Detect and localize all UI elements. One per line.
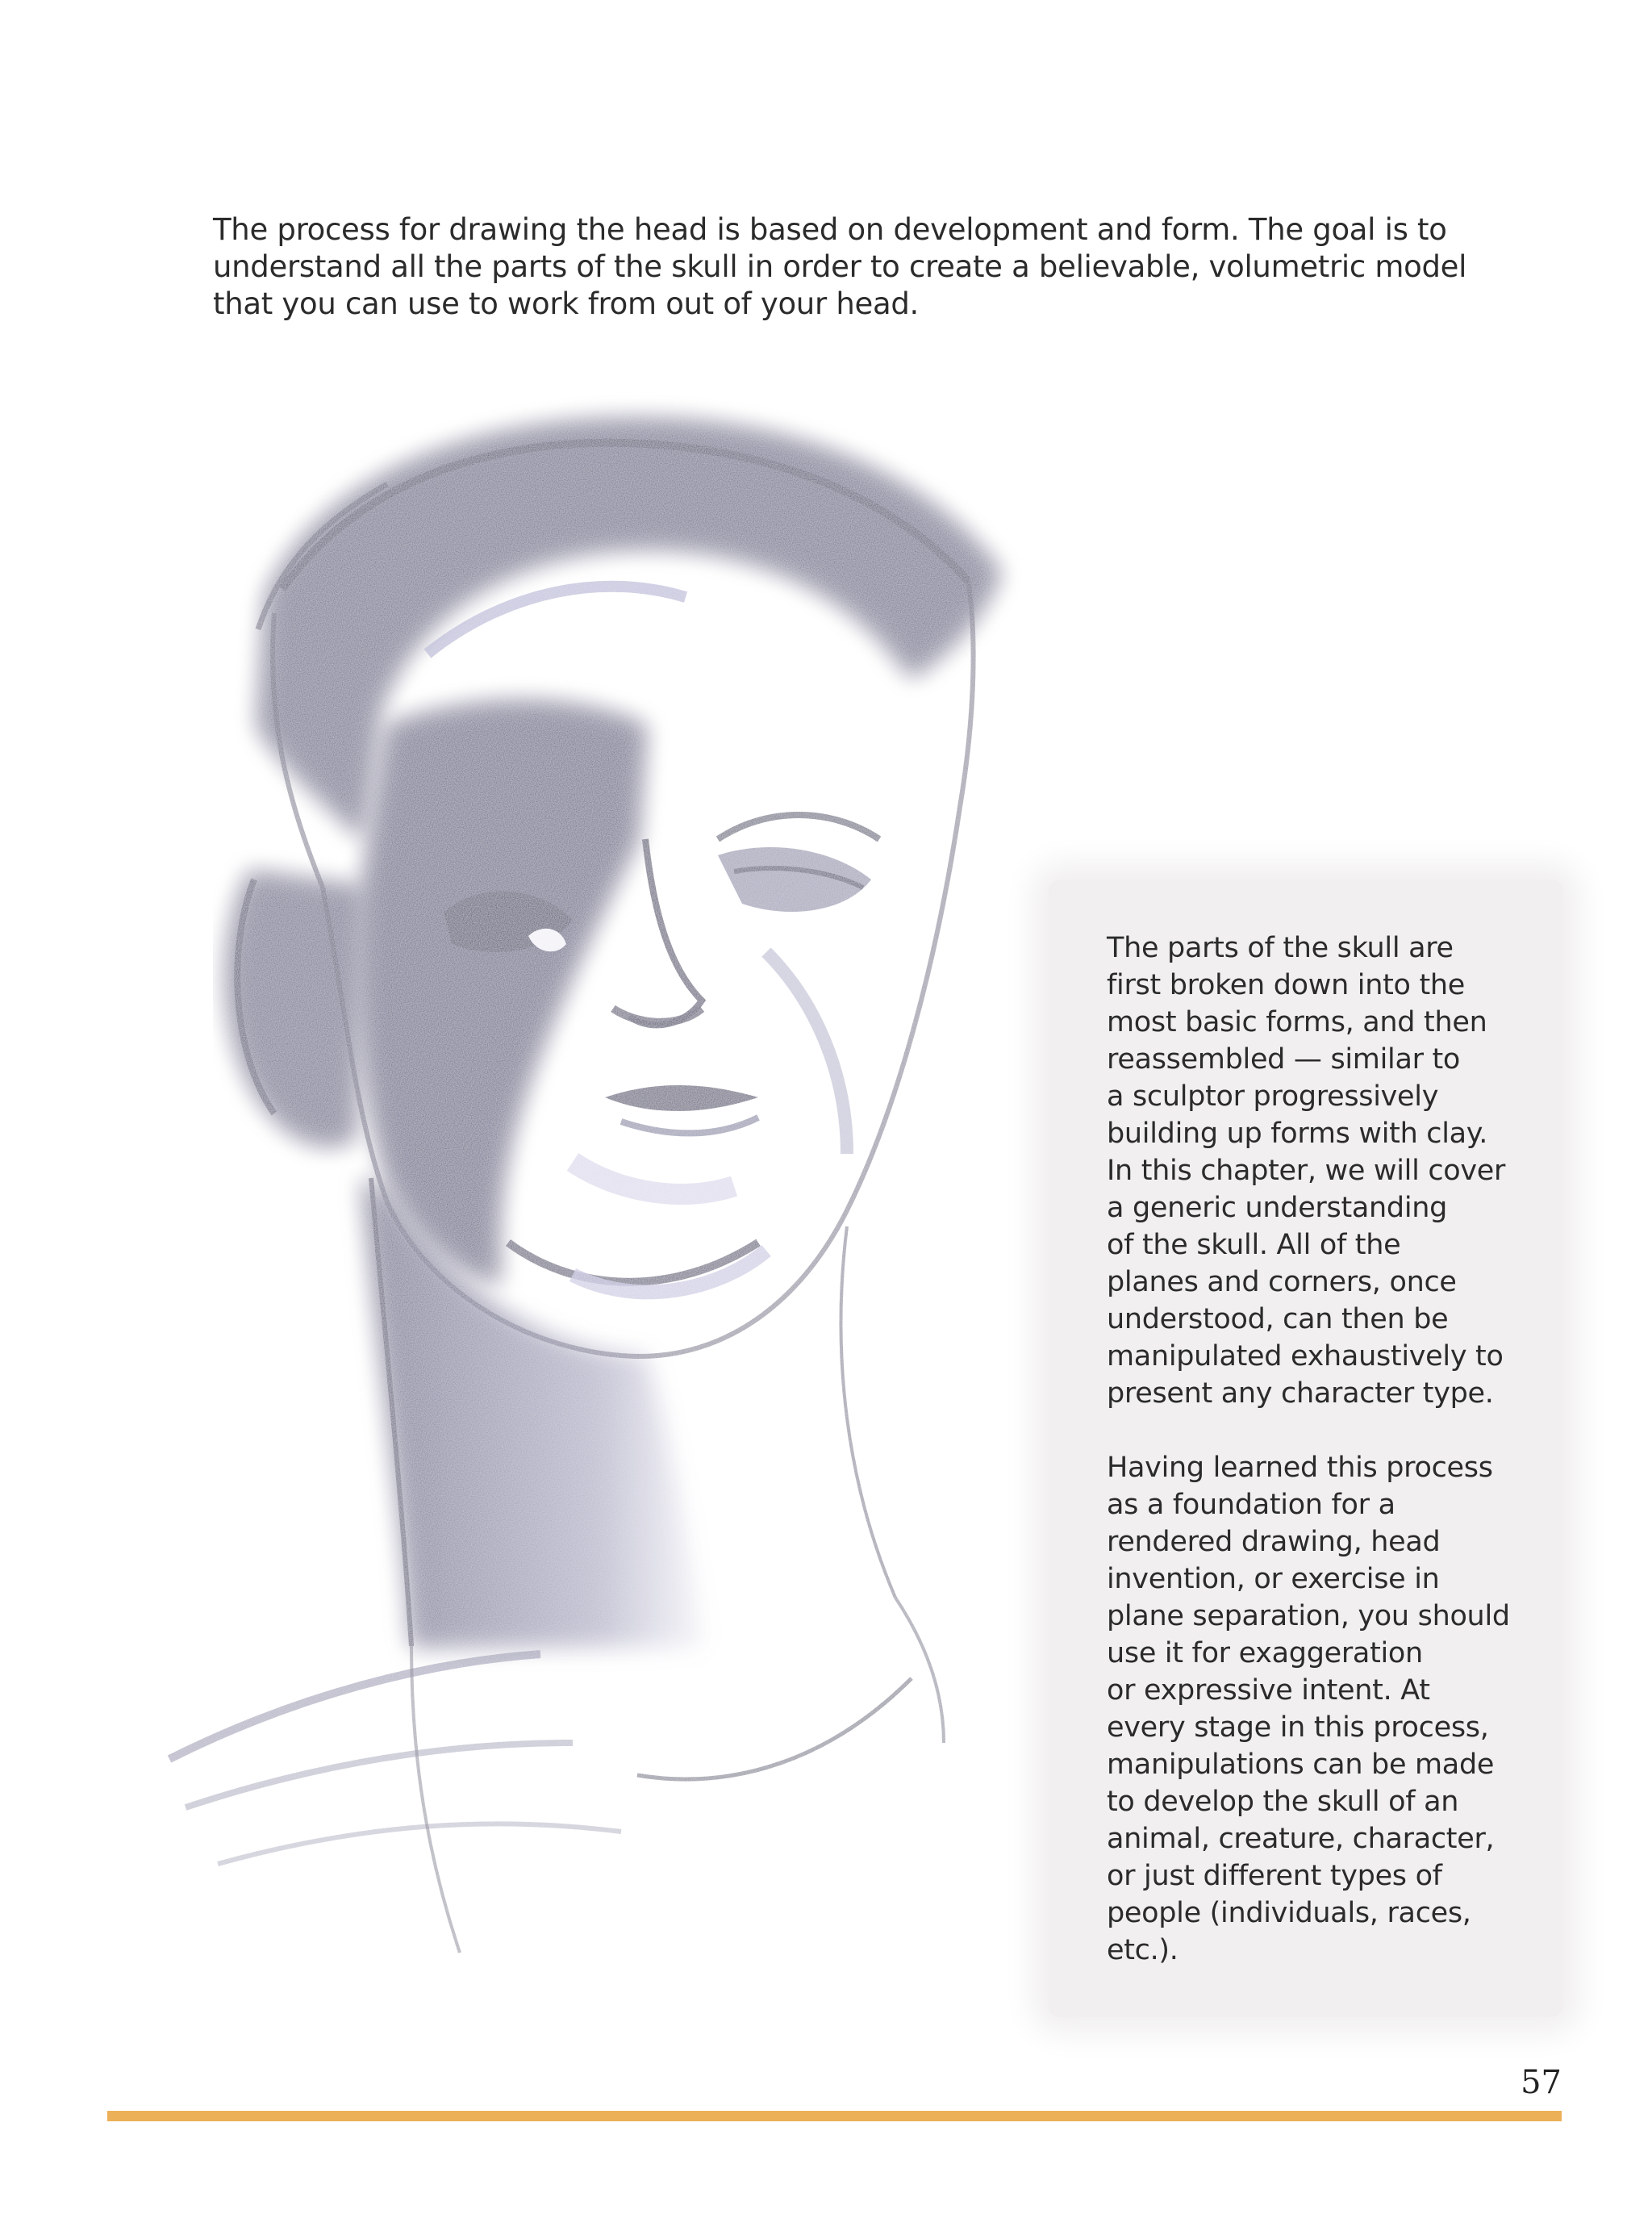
sidebar-text-box [1049, 880, 1563, 2017]
sidebar-paragraph-2: Having learned this process as a foundation for a rendered drawing, head invention, or exercise in plane separation, you should use it for exaggeration or expressive intent. At every stage in this process, manipulations can be made to develop the skull of an animal, creature, character, or just different types of people (individuals, races, etc.). [1107, 1452, 1510, 1966]
face-shadow [360, 702, 645, 1283]
chin-highlight [573, 1162, 734, 1194]
neck-shading [363, 1178, 702, 1646]
sidebar-paragraph-1: The parts of the skull are first broken down into the most basic forms, and then reassembled — similar to a sculptor progressively building up forms with clay. In this chapter, we will cover a generic understanding of the skull. All of the planes and corners, once understood, can then be manipulated exhaustively to present any character type. [1107, 932, 1506, 1410]
page-number: 57 [1521, 2064, 1562, 2101]
footer-rule [107, 2111, 1562, 2121]
nose [629, 839, 702, 1025]
mouth [605, 1085, 758, 1111]
intro-paragraph: The process for drawing the head is based on development and form. The goal is to understand all the parts of the skull in order to create a believable, volumetric model that you can use to work from out of your head. [213, 212, 1467, 321]
charcoal-head-sketch [121, 387, 1073, 1985]
